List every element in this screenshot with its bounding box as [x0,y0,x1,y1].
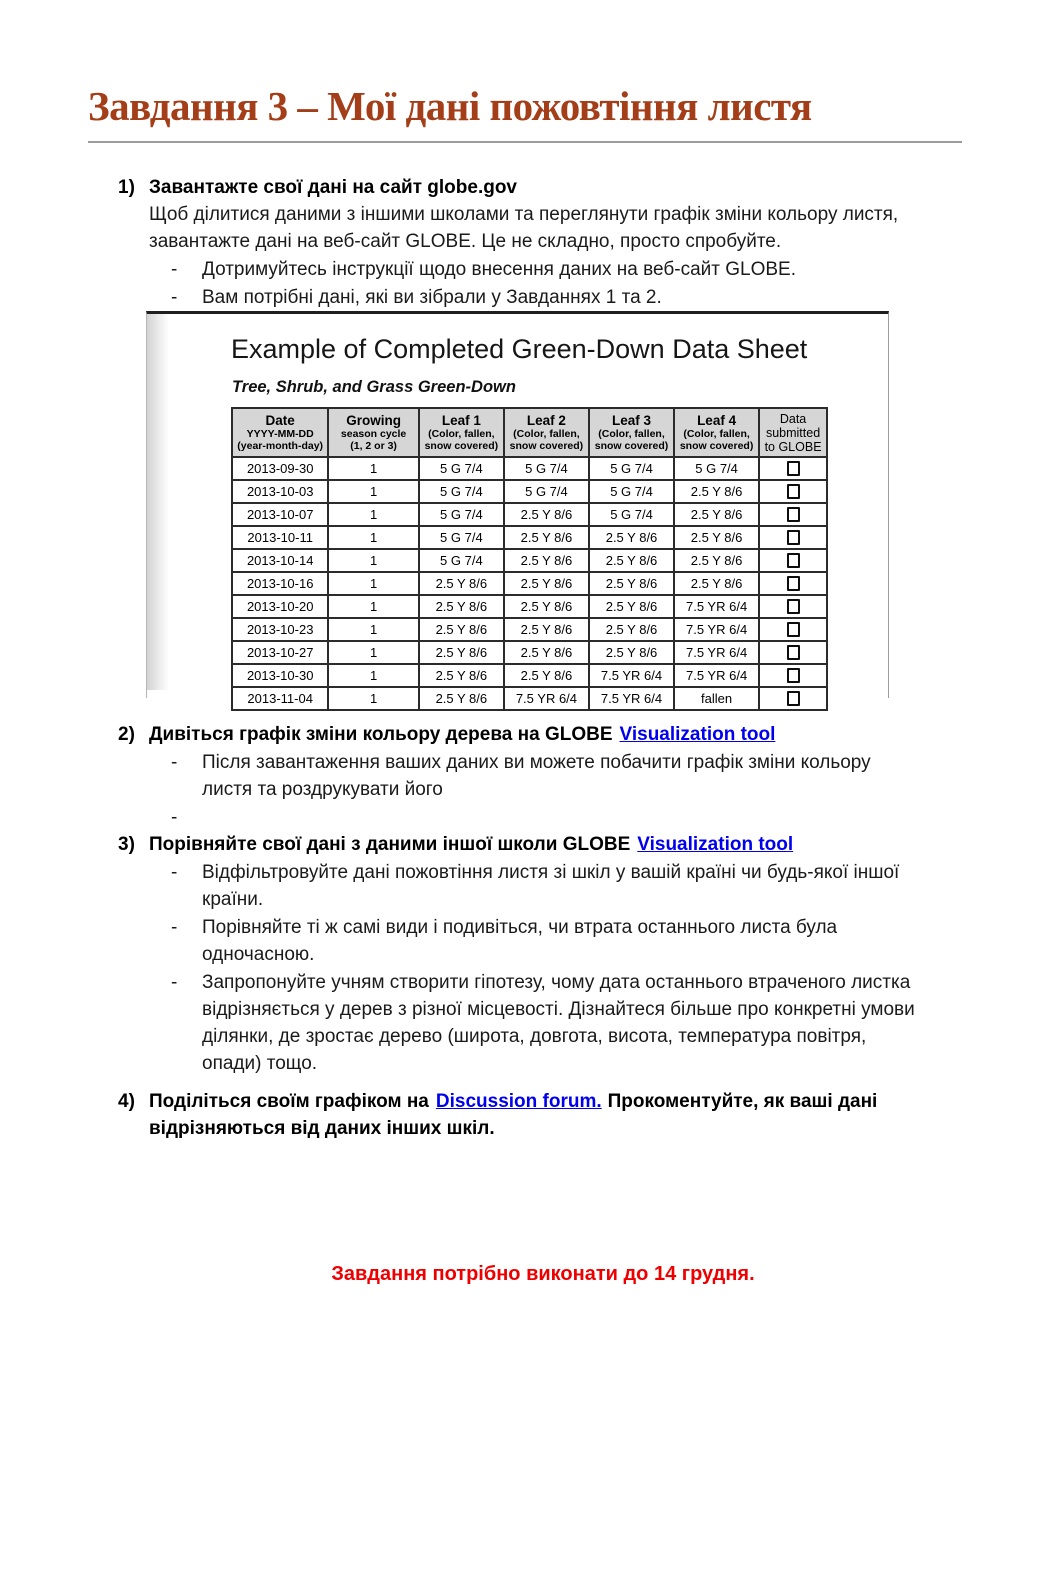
dash-marker: - [171,751,178,773]
table-row [232,664,827,687]
table-cell: 1 [328,503,418,526]
table-cell: 2.5 Y 8/6 [504,526,589,549]
list-item [171,914,929,968]
table-cell-submitted [759,526,827,549]
dash-marker: - [171,861,178,883]
checkbox-icon [787,622,800,637]
embedded-datasheet-image [146,311,889,706]
section-heading [149,721,929,748]
list-item-text: Порівняйте ті ж самі види і подивіться, чи втрата останнього листа була одночасною. [202,916,838,965]
table-cell: 1 [328,618,418,641]
column-header: Leaf 3 (Color, fallen, snow covered) [589,408,674,457]
table-cell: 7.5 YR 6/4 [674,664,759,687]
document-page [0,84,1058,1581]
table-cell: 1 [328,549,418,572]
table-cell: 5 G 7/4 [419,549,504,572]
table-cell: 2.5 Y 8/6 [504,618,589,641]
checkbox-icon [787,599,800,614]
table-cell: 2013-09-30 [232,457,328,480]
list-item-empty [171,804,929,831]
section-heading-text: Дивіться графік зміни кольору дерева на GLOBE [149,723,613,745]
table-cell: 2.5 Y 8/6 [504,641,589,664]
table-cell: 7.5 YR 6/4 [589,664,674,687]
table-cell: 2013-10-30 [232,664,328,687]
table-cell: 2.5 Y 8/6 [589,618,674,641]
column-header: Leaf 1 (Color, fallen, snow covered) [419,408,504,457]
table-cell: fallen [674,687,759,710]
greendown-table [231,407,828,711]
table-cell: 7.5 YR 6/4 [504,687,589,710]
table-cell: 2.5 Y 8/6 [674,572,759,595]
table-cell: 2.5 Y 8/6 [589,549,674,572]
table-cell: 5 G 7/4 [419,457,504,480]
table-cell: 7.5 YR 6/4 [589,687,674,710]
list-item [171,749,929,803]
table-cell: 2.5 Y 8/6 [674,480,759,503]
column-header: Data submitted to GLOBE [759,408,827,457]
table-row [232,687,827,710]
section-number: 2) [118,723,135,745]
table-cell: 2.5 Y 8/6 [589,595,674,618]
table-cell: 2.5 Y 8/6 [504,572,589,595]
table-cell-submitted [759,687,827,710]
table-cell: 1 [328,526,418,549]
table-cell: 7.5 YR 6/4 [674,618,759,641]
table-cell: 2013-10-14 [232,549,328,572]
list-item-text: Дотримуйтесь інструкції щодо внесення даних на веб-сайт GLOBE. [202,258,796,280]
table-cell: 2013-10-27 [232,641,328,664]
datasheet-subtitle: Tree, Shrub, and Grass Green-Down [232,377,516,396]
dash-marker: - [171,916,178,938]
table-cell: 5 G 7/4 [419,480,504,503]
section-text-after-link: Прокоментуйте, як ваші дані відрізняються від даних інших шкіл. [149,1090,878,1139]
list-item-text: Відфільтровуйте дані пожовтіння листя зі шкіл у вашій країні чи будь-якої іншої країни. [202,861,900,910]
table-cell-submitted [759,503,827,526]
datasheet-title: Example of Completed Green-Down Data Sheet [231,333,808,364]
column-header: Date YYYY-MM-DD (year-month-day) [232,408,328,457]
checkbox-icon [787,507,800,522]
dash-marker: - [171,258,178,280]
table-cell-submitted [759,572,827,595]
checkbox-icon [787,668,800,683]
page-title: Завдання 3 – Мої дані пожовтіння листя [88,83,812,129]
table-row [232,480,827,503]
table-cell: 2.5 Y 8/6 [504,595,589,618]
table-cell-submitted [759,618,827,641]
deadline-note: Завдання потрібно виконати до 14 грудня. [331,1262,755,1285]
visualization-tool-link[interactable]: Visualization tool [619,723,776,745]
section-share-graph [118,1088,968,1142]
discussion-forum-link[interactable]: Discussion forum. [435,1090,602,1112]
table-cell: 2.5 Y 8/6 [419,595,504,618]
table-cell-submitted [759,480,827,503]
list-item [171,859,929,913]
checkbox-icon [787,484,800,499]
table-row [232,549,827,572]
list-item-text: Після завантаження ваших даних ви можете побачити графік зміни кольору листя та роздрукувати його [202,751,871,800]
table-cell: 1 [328,480,418,503]
list-item-text: Вам потрібні дані, які ви зібрали у Завданнях 1 та 2. [202,286,662,308]
section-compare-data [118,831,968,1077]
table-cell: 2013-11-04 [232,687,328,710]
table-cell: 1 [328,457,418,480]
table-cell: 1 [328,641,418,664]
column-header: Growing season cycle (1, 2 or 3) [328,408,418,457]
greendown-table-body [232,457,827,710]
table-cell: 2.5 Y 8/6 [419,687,504,710]
table-cell: 2013-10-16 [232,572,328,595]
table-cell: 2.5 Y 8/6 [419,664,504,687]
table-row [232,641,827,664]
table-cell: 1 [328,572,418,595]
section-upload-data [118,174,968,311]
section-number: 4) [118,1090,135,1112]
table-cell: 2.5 Y 8/6 [589,572,674,595]
table-row [232,526,827,549]
table-cell-submitted [759,549,827,572]
section-view-graph [118,721,968,831]
table-cell: 2.5 Y 8/6 [674,549,759,572]
table-cell: 5 G 7/4 [589,457,674,480]
table-row [232,618,827,641]
list-item-text [202,804,917,831]
table-cell-submitted [759,457,827,480]
table-cell-submitted [759,595,827,618]
table-cell: 5 G 7/4 [504,480,589,503]
table-row [232,572,827,595]
table-cell: 5 G 7/4 [674,457,759,480]
table-cell: 2.5 Y 8/6 [419,572,504,595]
table-cell-submitted [759,664,827,687]
table-cell: 2.5 Y 8/6 [589,641,674,664]
table-cell: 2013-10-11 [232,526,328,549]
visualization-tool-link[interactable]: Visualization tool [637,833,794,855]
section-heading [149,831,929,858]
table-cell: 2.5 Y 8/6 [589,526,674,549]
sheet-left-shading [147,314,169,690]
section-number: 1) [118,176,135,198]
checkbox-icon [787,576,800,591]
section-heading: Завантажте свої дані на сайт globe.gov [149,176,517,198]
table-cell: 2.5 Y 8/6 [419,641,504,664]
title-underline [88,141,962,143]
table-cell: 5 G 7/4 [504,457,589,480]
section-number: 3) [118,833,135,855]
dash-marker: - [171,971,178,993]
section-heading-text: Порівняйте свої дані з даними іншої школи GLOBE [149,833,631,855]
section-paragraph: Щоб ділитися даними з іншими школами та переглянути графік зміни кольору листя, завантажте дані на веб-сайт GLOBE. Це не складно, просто спробуйте. [149,203,899,252]
table-cell: 2.5 Y 8/6 [419,618,504,641]
table-cell: 1 [328,664,418,687]
table-cell: 2.5 Y 8/6 [504,503,589,526]
dash-marker: - [171,286,178,308]
table-cell: 5 G 7/4 [589,480,674,503]
table-cell: 2.5 Y 8/6 [504,664,589,687]
table-cell: 2.5 Y 8/6 [674,503,759,526]
list-item [171,969,929,1077]
table-cell: 5 G 7/4 [589,503,674,526]
table-row [232,595,827,618]
table-cell: 7.5 YR 6/4 [674,641,759,664]
column-header: Leaf 2 (Color, fallen, snow covered) [504,408,589,457]
list-item [171,256,929,283]
checkbox-icon [787,645,800,660]
checkbox-icon [787,553,800,568]
greendown-table-header [232,408,827,457]
table-cell: 5 G 7/4 [419,526,504,549]
table-cell: 1 [328,595,418,618]
table-row [232,503,827,526]
table-cell: 2013-10-20 [232,595,328,618]
table-cell-submitted [759,641,827,664]
table-cell: 2.5 Y 8/6 [674,526,759,549]
checkbox-icon [787,461,800,476]
checkbox-icon [787,530,800,545]
table-cell: 2.5 Y 8/6 [504,549,589,572]
table-row [232,457,827,480]
list-item [171,284,929,311]
table-cell: 2013-10-07 [232,503,328,526]
table-cell: 1 [328,687,418,710]
table-cell: 2013-10-23 [232,618,328,641]
list-item-text: Запропонуйте учням створити гіпотезу, чому дата останнього втраченого листка відрізняється у дерев з різної місцевості. Дізнайтеся більше про конкретні умови ділянки, де зростає дерево (широта, довгота, висота, температура повітря, опади) тощо. [202,971,915,1074]
table-cell: 7.5 YR 6/4 [674,595,759,618]
section-text-before-link: Поділіться своїм графіком на [149,1090,429,1112]
table-cell: 5 G 7/4 [419,503,504,526]
table-cell: 2013-10-03 [232,480,328,503]
column-header: Leaf 4 (Color, fallen, snow covered) [674,408,759,457]
dash-marker: - [171,806,178,828]
checkbox-icon [787,691,800,706]
